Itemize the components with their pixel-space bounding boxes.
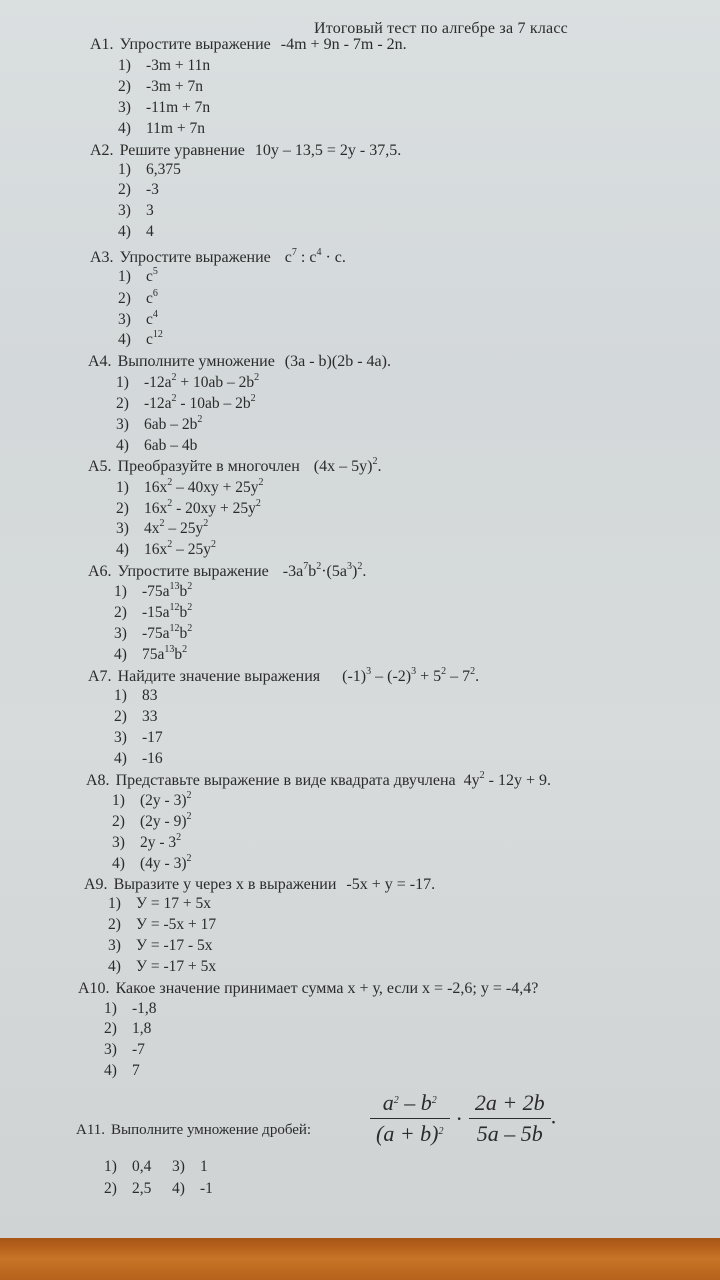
test-header: Итоговый тест по алгебре за 7 класс: [314, 20, 568, 37]
question-text: Упростите выражение: [119, 249, 271, 266]
question-a8: [86, 772, 551, 790]
question-a7: [88, 668, 479, 686]
question-text: Какое значение принимает сумма х + у, если х = -2,6; у = -4,4?: [115, 980, 539, 997]
question-expression: $4y^2 - 12y + 9$.: [463, 770, 552, 789]
option: [114, 750, 163, 768]
option-text: -11m + 7n: [146, 99, 211, 116]
fraction-2-numerator: 2a + 2b: [469, 1090, 551, 1119]
question-number: A11.: [76, 1122, 106, 1138]
option-text: У = 17 + 5х: [136, 895, 211, 912]
option: [118, 331, 163, 349]
option-text: (2y - 3)$^2$: [140, 790, 192, 809]
question-text: Выполните умножение дробей:: [111, 1122, 312, 1138]
option-text: 4: [146, 223, 154, 240]
option-number: 4): [112, 855, 125, 872]
option: [118, 181, 159, 199]
question-a11: [76, 1122, 311, 1139]
option: [108, 937, 213, 955]
option-number: 4): [116, 437, 129, 454]
option: [114, 583, 192, 601]
option: [118, 57, 210, 75]
option: [112, 813, 192, 831]
option: [114, 604, 192, 622]
option: [118, 99, 210, 117]
question-expression: $c^7$ : $c^4 \cdot c$.: [284, 247, 346, 266]
option-number: 3): [118, 99, 131, 116]
option-text: 3: [146, 202, 154, 219]
option-number: 3): [112, 834, 125, 851]
question-a4: [88, 353, 391, 371]
option-text: -16: [142, 750, 163, 767]
option-text: $4x^2 - 25y^2$: [144, 518, 209, 537]
option-text: 7: [132, 1062, 140, 1079]
option-number: 2): [116, 395, 129, 412]
option-number: 3): [114, 729, 127, 746]
option-text: $-15a^{12}b^2$: [142, 602, 193, 621]
fraction-1-denominator: $(a + b)^2$: [376, 1121, 444, 1146]
question-text: Преобразуйте в многочлен: [117, 458, 300, 475]
question-a1: [90, 36, 407, 54]
option: [112, 855, 192, 873]
option: [116, 437, 197, 455]
question-number: A9.: [84, 876, 108, 893]
option-number: 4): [108, 958, 121, 975]
question-number: A1.: [90, 36, 114, 53]
option-text: $c^4$: [146, 309, 158, 328]
option-text: У = -5х + 17: [136, 916, 217, 933]
option-text: $6ab - 2b^2$: [144, 414, 203, 433]
question-a9: [84, 876, 435, 894]
fraction-expression: [370, 1090, 556, 1147]
option-text: -17: [142, 729, 163, 746]
option-text: $16x^2 - 25y^2$: [144, 539, 216, 558]
option: [108, 958, 216, 976]
fraction-2: [469, 1090, 551, 1147]
option-number: 4): [116, 541, 129, 558]
question-a10: [78, 980, 538, 998]
option-number: 4): [118, 331, 131, 348]
option-text: -3m + 7n: [146, 78, 203, 95]
option-text: 83: [142, 687, 158, 704]
option-number: 4): [118, 120, 131, 137]
option: [116, 541, 216, 559]
option-text: 33: [142, 708, 158, 725]
option: [104, 1020, 151, 1038]
option-text: -3m + 11n: [146, 57, 211, 74]
option: [104, 1180, 213, 1198]
multiply-dot: ·: [455, 1105, 463, 1131]
question-a6: [88, 563, 366, 581]
question-text: Выразите у через х в выражении: [113, 876, 337, 893]
option-text: -1,8: [132, 1000, 157, 1017]
option: [118, 78, 203, 96]
option-text: 11m + 7n: [146, 120, 205, 137]
question-expression: $-3a^7b^2\cdot(5a^3)^2$.: [282, 561, 367, 580]
question-number: A10.: [78, 980, 110, 997]
question-expression: -5x + y = -17.: [346, 876, 436, 893]
option-number: 4): [118, 223, 131, 240]
option-number: 3): [116, 416, 129, 433]
option-number: 2): [116, 500, 129, 517]
option: [114, 729, 163, 747]
option-text: $75a^{13}b^2$: [142, 644, 188, 663]
fraction-1: [370, 1090, 450, 1147]
option: [114, 708, 158, 726]
question-a2: [90, 142, 401, 160]
option-text: У = -17 + 5х: [136, 958, 217, 975]
option-number: 1): [116, 479, 129, 496]
question-text: Упростите выражение: [119, 36, 271, 53]
question-a5: [88, 458, 381, 476]
option-text: (2y - 9)$^2$: [140, 811, 192, 830]
question-expression: (4x – 5y)$^2$.: [313, 456, 382, 475]
question-number: A3.: [90, 249, 114, 266]
option-number: 4): [172, 1180, 185, 1197]
option-text: У = -17 - 5х: [136, 937, 213, 954]
option-number: 1): [104, 1158, 117, 1175]
option: [118, 120, 205, 138]
option-text: $-75a^{13}b^2$: [142, 581, 193, 600]
option-text: 6ab – 4b: [144, 437, 198, 454]
option-number: 2): [118, 290, 131, 307]
option: [116, 500, 261, 518]
option: [112, 834, 181, 852]
option-number: 3): [118, 202, 131, 219]
option: [108, 895, 211, 913]
option-number: 1): [104, 1000, 117, 1017]
option-number: 3): [114, 625, 127, 642]
option-text: -1: [200, 1180, 213, 1197]
option-number: 3): [108, 937, 121, 954]
question-number: A2.: [90, 142, 114, 159]
option-number: 1): [114, 687, 127, 704]
question-expression: -4m + 9n - 7m - 2n.: [280, 36, 407, 53]
option: [108, 916, 216, 934]
option: [104, 1158, 208, 1176]
option: [118, 268, 158, 286]
question-text: Представьте выражение в виде квадрата двучлена: [115, 772, 456, 789]
option-number: 2): [118, 78, 131, 95]
desk-surface: [0, 1238, 720, 1280]
option-number: 2): [114, 708, 127, 725]
option-number: 4): [114, 750, 127, 767]
option: [104, 1000, 157, 1018]
option-text: $-12a^2 + 10ab - 2b^2$: [144, 372, 260, 391]
question-text: Решите уравнение: [119, 142, 245, 159]
option: [104, 1041, 145, 1059]
option-number: 2): [114, 604, 127, 621]
option: [116, 520, 208, 538]
fraction-1-numerator: $a^2 - b^2$: [370, 1090, 450, 1119]
option-text: $c^{12}$: [146, 329, 163, 348]
question-expression: (3a - b)(2b - 4a).: [284, 353, 391, 370]
question-number: A4.: [88, 353, 112, 370]
option-text: $-12a^2 - 10ab - 2b^2$: [144, 393, 256, 412]
option: [114, 687, 158, 705]
question-text: Найдите значение выражения: [117, 668, 321, 685]
option-text: $2y - 3^2$: [140, 832, 182, 851]
option-number: 1): [118, 268, 131, 285]
question-expression: 10y – 13,5 = 2y - 37,5.: [254, 142, 402, 159]
option-number: 2): [118, 181, 131, 198]
option: [118, 223, 154, 241]
option-text: -7: [132, 1041, 145, 1058]
option-number: 2): [108, 916, 121, 933]
option: [116, 416, 202, 434]
option: [118, 202, 154, 220]
option-number: 3): [104, 1041, 117, 1058]
option-text: -3: [146, 181, 159, 198]
question-number: A5.: [88, 458, 112, 475]
option: [114, 646, 187, 664]
option-number: 2): [104, 1180, 117, 1197]
option: [118, 311, 158, 329]
question-number: A7.: [88, 668, 112, 685]
option-number: 2): [104, 1020, 117, 1037]
option: [114, 625, 192, 643]
option-number: 1): [112, 792, 125, 809]
option: [112, 792, 192, 810]
option-number: 4): [114, 646, 127, 663]
option: [116, 374, 259, 392]
option-number: 1): [116, 374, 129, 391]
option-text: 2,5: [132, 1180, 152, 1197]
period: .: [550, 1103, 557, 1129]
option-text: 6,375: [146, 161, 181, 178]
option-number: 3): [116, 520, 129, 537]
question-text: Упростите выражение: [117, 563, 269, 580]
option-number: 2): [112, 813, 125, 830]
option-number: 3): [172, 1158, 185, 1175]
option-number: 3): [118, 311, 131, 328]
option: [104, 1062, 140, 1080]
option-text: $16x^2 - 20xy + 25y^2$: [144, 498, 261, 517]
question-text: Выполните умножение: [117, 353, 275, 370]
option-number: 1): [118, 57, 131, 74]
option-text: 0,4: [132, 1158, 152, 1175]
option-text: $16x^2 - 40xy + 25y^2$: [144, 477, 264, 496]
option: [118, 161, 181, 179]
question-number: A8.: [86, 772, 110, 789]
question-a3: [90, 249, 346, 267]
option: [116, 395, 256, 413]
option-number: 1): [114, 583, 127, 600]
option-number: 1): [118, 161, 131, 178]
option-number: 1): [108, 895, 121, 912]
option-text: 1: [200, 1158, 208, 1175]
option: [118, 290, 158, 308]
option: [116, 479, 264, 497]
option-text: $c^6$: [146, 288, 158, 307]
fraction-2-denominator: 5a – 5b: [476, 1121, 543, 1146]
question-number: A6.: [88, 563, 112, 580]
option-text: 1,8: [132, 1020, 152, 1037]
option-text: $-75a^{12}b^2$: [142, 623, 193, 642]
option-number: 4): [104, 1062, 117, 1079]
option-text: $c^5$: [146, 266, 158, 285]
question-expression: $(-1)^3 - (-2)^3 + 5^2 - 7^2$.: [342, 666, 480, 685]
option-text: (4y - 3)$^2$: [140, 853, 192, 872]
